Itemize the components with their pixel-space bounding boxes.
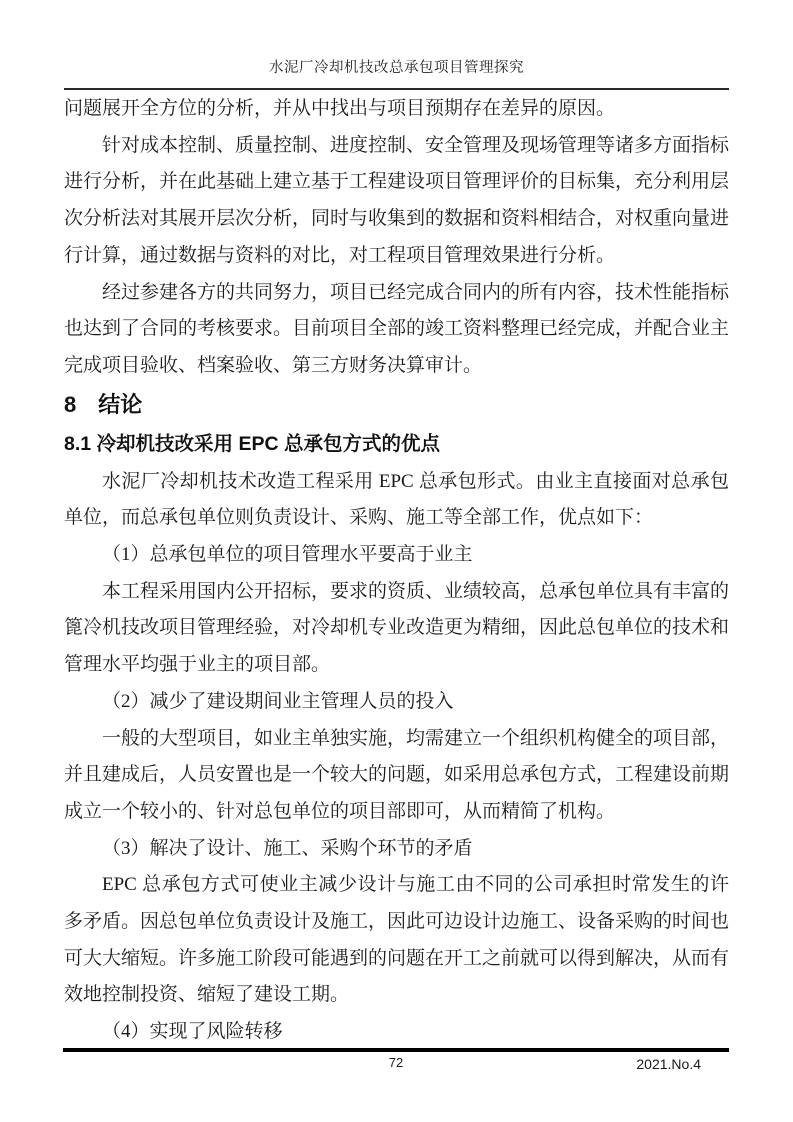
section-heading: 8 结论 <box>64 391 143 417</box>
paragraph: 水泥厂冷却机技术改造工程采用 EPC 总承包形式。由业主直接面对总承包单位，而总承包单位则负责设计、采购、施工等全部工作，优点如下： <box>64 470 729 529</box>
page-body <box>64 91 729 1051</box>
page-footer <box>63 1048 729 1070</box>
list-item-paragraph: （2）减少了建设期间业主管理人员的投入 <box>102 690 454 712</box>
list-item-paragraph: （1）总承包单位的项目管理水平要高于业主 <box>102 544 473 566</box>
paragraph: 问题展开全方位的分析，并从中找出与项目预期存在差异的原因。 <box>64 98 616 119</box>
list-item-paragraph: （4）实现了风险转移 <box>102 1021 283 1043</box>
paragraph: 经过参建各方的共同努力，项目已经完成合同内的所有内容，技术性能指标也达到了合同的考核要求。目前项目全部的竣工资料整理已经完成，并配合业主完成项目验收、档案验收、第三方财务决算审计。 <box>64 281 730 376</box>
page-number: 72 <box>388 1055 404 1070</box>
paragraph: 一般的大型项目，如业主单独实施，均需建立一个组织机构健全的项目部，并且建成后，人员安置也是一个较大的问题，如采用总承包方式，工程建设前期成立一个较小的、针对总包单位的项目部即可，从而精简了机构。 <box>64 727 730 822</box>
header-rule <box>64 88 729 90</box>
page-header <box>64 0 729 90</box>
running-head-title: 水泥厂冷却机技改总承包项目管理探究 <box>269 60 524 76</box>
issue-label: 2021.No.4 <box>636 1056 701 1072</box>
subsection-heading: 8.1 冷却机技改采用 EPC 总承包方式的优点 <box>64 432 440 455</box>
list-item-paragraph: （3）解决了设计、施工、采购个环节的矛盾 <box>102 837 473 859</box>
paragraph: 本工程采用国内公开招标，要求的资质、业绩较高，总承包单位具有丰富的篦冷机技改项目管理经验，对冷却机专业改造更为精细，因此总包单位的技术和管理水平均强于业主的项目部。 <box>64 580 730 676</box>
paragraph: 针对成本控制、质量控制、进度控制、安全管理及现场管理等诸多方面指标进行分析，并在此基础上建立基于工程建设项目管理评价的目标集，充分利用层次分析法对其展开层次分析，同时与收集到的数据和资料相结合，对权重向量进行计算，通过数据与资料的对比，对工程项目管理效果进行分析。 <box>64 134 730 266</box>
footer-row <box>63 1052 729 1070</box>
paragraph: EPC 总承包方式可使业主减少设计与施工由不同的公司承担时常发生的许多矛盾。因总包单位负责设计及施工，因此可边设计边施工、设备采购的时间也可大大缩短。许多施工阶段可能遇到的问题在开工之前就可以得到解决，从而有效地控制投资、缩短了建设工期。 <box>64 874 730 1006</box>
